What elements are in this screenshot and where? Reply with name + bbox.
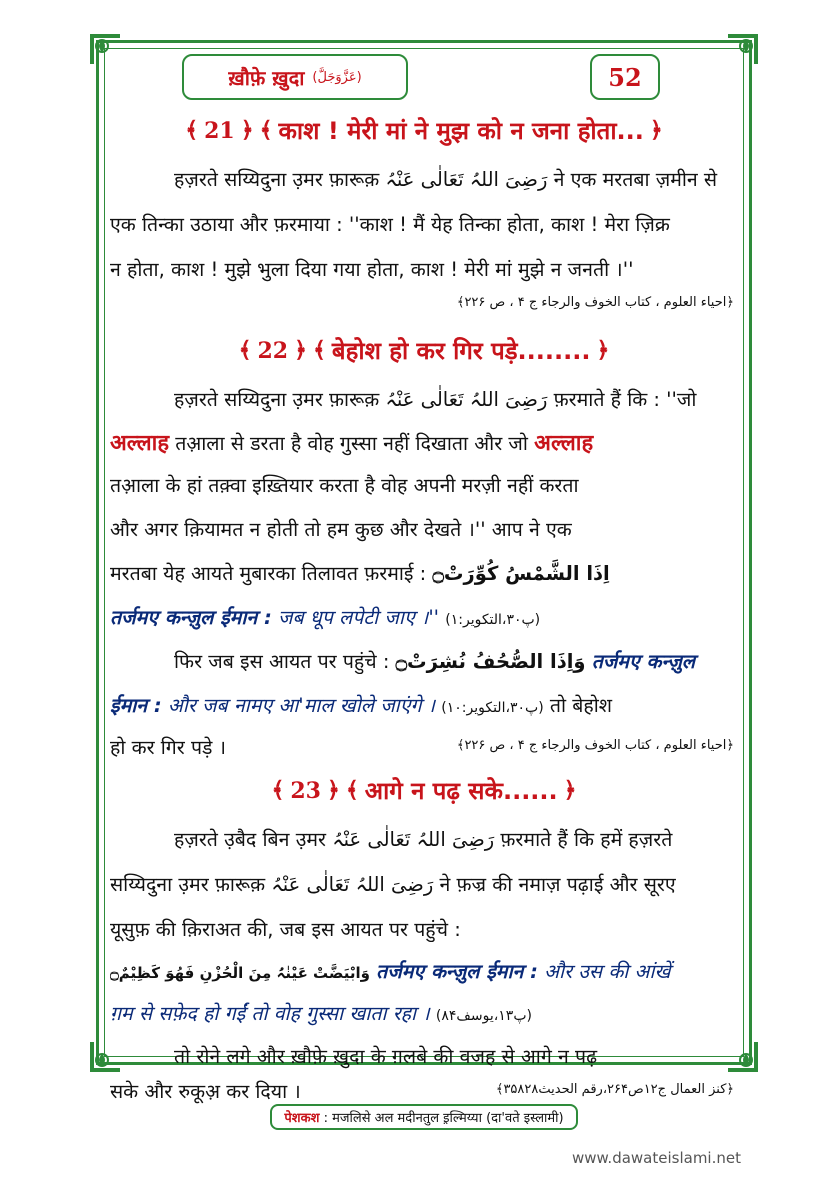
body-line: ईमान : और जब नामए आ'माल खोले जाएंगे । (پ۳۰،التکویر:۱۰) तो बेहोश [110,694,613,717]
translation-label: तर्जमए कन्ज़ुल [591,650,696,673]
quranic-verse: اِذَا الشَّمْسُ کُوِّرَتْ۝ [432,562,610,585]
body-line: तआ़ला के हां तक़्वा इख़्तियार करता है वोह अपनी मरज़ी नहीं करता [110,474,579,497]
header-title-suffix: (عَزَّوَجَلَّ) [312,69,362,85]
story-title: आगे न पढ़ सके...... [364,777,558,805]
citation: ﴿احیاء العلوم ، کتاب الخوف والرجاء ج ۴ ، ص ۲۲۶﴾ [456,295,734,310]
body-line: एक तिन्का उठाया और फ़रमाया : ''काश ! मैं येह तिन्का होता, काश ! मेरा ज़िक्र [110,213,670,236]
body-line: हो कर गिर पड़े । [110,736,227,759]
footer [110,1104,738,1130]
quranic-verse: وَابْیَضَّتْ عَیْنٰہُ مِنَ الْحُزْنِ فَھُوَ کَظِیْمٌ۝ [110,964,370,982]
body-line: हज़रते सय्यिदुना उ़मर फ़ारूक़ رَضِیَ اللہُ تَعَالٰی عَنْہُ ने एक मरतबा ज़मीन से [174,168,718,191]
body-line: हज़रते उ़बैद बिन उ़मर رَضِیَ اللہُ تَعَالٰی عَنْہُ फ़रमाते हैं कि हमें हज़रते [174,828,673,851]
story-21-heading: ﴾ 21 ﴿ ﴾ काश ! मेरी मां ने मुझ को न जना होता... ﴿ [110,114,738,147]
translation-text: जब धूप लपेटी जाए ।'' [277,606,440,629]
body-line: सके और रुकूअ़ कर दिया । [110,1080,301,1103]
website-url: www.dawateislami.net [572,1149,741,1167]
body-line: यूसुफ़ की क़िराअत की, जब इस आयत पर पहुंचे : [110,918,461,941]
surah-reference: (پ۳۰،التکویر:۱۰) [441,700,544,716]
body-line [110,957,738,984]
page-number: 52 [590,54,660,100]
citation: ﴿کنز العمال ج۱۲ص۲۶۴،رقم الحدیث۳۵۸۲۸﴾ [495,1082,734,1097]
body-line: और अगर क़ियामत न होती तो हम कुछ और देखते ।'' आप ने एक [110,518,572,541]
footer-label: पेशकश [284,1111,320,1126]
divine-name: अल्लाह [534,431,594,456]
running-header [182,54,408,100]
story-number: 21 [204,117,235,144]
translation-text: और उस की आंखें [544,960,671,983]
translation-text: ग़म से सफ़ेद हो गईं तो वोह गुस्सा खाता रहा । [110,1002,430,1025]
translation-label: ईमान : [110,694,162,717]
body-line: न होता, काश ! मुझे भुला दिया गया होता, काश ! मेरी मां मुझे न जनती ।'' [110,258,634,281]
page-content [110,52,738,1068]
story-title: काश ! मेरी मां ने मुझ को न जना होता... [278,117,644,145]
body-line: सय्यिदुना उ़मर फ़ारूक़ رَضِیَ اللہُ تَعَالٰی عَنْہُ ने फ़ज्र की नमाज़ पढ़ाई और सूरए [110,873,676,896]
story-title: बेहोश हो कर गिर पड़े........ [331,337,591,365]
body-line: फिर जब इस आयत पर पहुंचे : وَاِذَا الصُّحُفُ نُشِرَتْ۝ तर्जमए कन्ज़ुल [174,650,696,673]
surah-reference: (پ۱۳،یوسف۸۴) [435,1008,532,1024]
divine-name: अल्लाह [110,431,170,456]
quranic-verse: وَاِذَا الصُّحُفُ نُشِرَتْ۝ [395,650,586,673]
story-number: 22 [257,337,289,364]
story-number: 23 [290,777,321,804]
translation-text: और जब नामए आ'माल खोले जाएंगे । [167,694,436,717]
citation: ﴿احیاء العلوم ، کتاب الخوف والرجاء ج ۴ ، ص ۲۲۶﴾ [456,738,734,753]
body-line: तो रोने लगे और ख़ौफ़े ख़ुदा के ग़लबे की वजह से आगे न पढ़ [174,1045,598,1068]
body-line [110,999,738,1026]
surah-reference: (پ۳۰،التکویر:۱) [445,612,541,628]
body-line: हज़रते सय्यिदुना उ़मर फ़ारूक़ رَضِیَ اللہُ تَعَالٰی عَنْہُ फ़रमाते हैं कि : ''जो [174,388,697,411]
footer-text: : मजलिसे अल मदीनतुल इ़ल्मिय्या (दा'वते इस्लामी) [323,1111,564,1126]
translation-label: तर्जमए कन्ज़ुल ईमान : [110,606,272,629]
body-line: अल्लाह तआ़ला से डरता है वोह गुस्सा नहीं दिखाता और जो अल्लाह [110,431,594,456]
header-title: ख़ौफ़े ख़ुदा [228,65,305,90]
footer-credit [270,1104,577,1130]
translation-label: तर्जमए कन्ज़ुल ईमान : [376,960,538,983]
body-line: मरतबा येह आयते मुबारका तिलावत फ़रमाई : اِذَا الشَّمْسُ کُوِّرَتْ۝ [110,562,610,585]
story-23-heading: ﴾ 23 ﴿ ﴾ आगे न पढ़ सके...... ﴿ [110,774,738,807]
body-line [110,603,738,630]
story-22-heading: ﴾ 22 ﴿ ﴾ बेहोश हो कर गिर पड़े........ ﴿ [110,334,738,367]
